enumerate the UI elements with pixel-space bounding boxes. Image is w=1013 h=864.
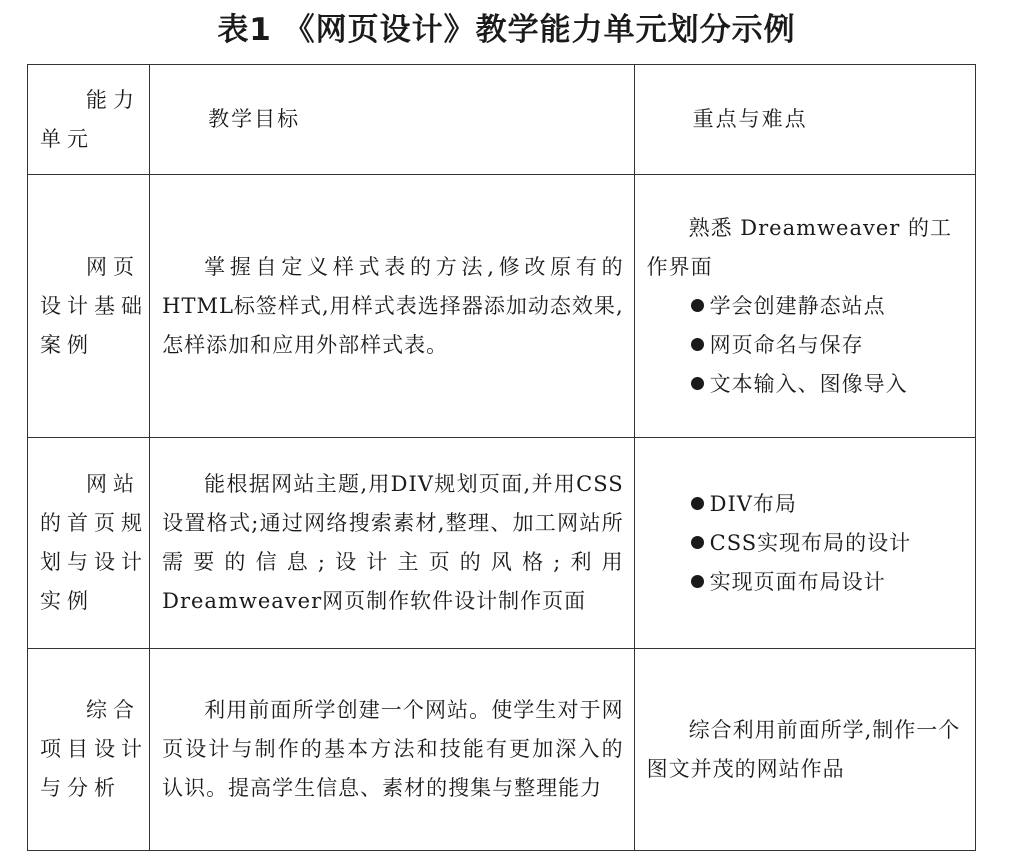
teaching-units-table <box>27 64 976 851</box>
key-item <box>647 287 965 326</box>
bullet-icon <box>691 536 704 549</box>
key-item <box>647 326 965 365</box>
unit-line: 案例 <box>40 332 94 357</box>
key-cell <box>634 175 975 438</box>
key-item-label: 网页命名与保存 <box>709 332 864 357</box>
unit-line: 项目设计 <box>40 737 148 761</box>
unit-line: 与分析 <box>40 776 121 800</box>
unit-cell <box>28 175 150 438</box>
goal-text: 掌握自定义样式表的方法,修改原有的HTML标签样式,用样式表选择器添加动态效果,怎样添加和应用外部样式表。 <box>162 254 624 357</box>
key-item-label: CSS实现布局的设计 <box>709 530 912 555</box>
key-item <box>647 485 965 524</box>
unit-line: 的首页规 <box>40 511 148 535</box>
unit-line: 网站 <box>86 472 140 496</box>
bullet-icon <box>691 299 704 312</box>
table-row <box>28 649 976 851</box>
goal-cell <box>150 175 635 438</box>
unit-line: 划与设计 <box>40 550 148 574</box>
unit-line: 网页 <box>86 254 140 279</box>
header-goal: 教学目标 <box>150 65 635 175</box>
header-key: 重点与难点 <box>634 65 975 175</box>
bullet-icon <box>691 575 704 588</box>
key-item-label: DIV布局 <box>709 491 797 516</box>
unit-cell <box>28 438 150 649</box>
key-item-label: 学会创建静态站点 <box>709 293 886 318</box>
header-unit <box>28 65 150 175</box>
key-intro: 熟悉 Dreamweaver 的工作界面 <box>646 215 952 279</box>
key-item <box>647 365 965 404</box>
key-item <box>647 524 965 563</box>
unit-line: 设计基础 <box>40 293 148 318</box>
goal-cell <box>150 649 635 851</box>
header-unit-line: 单元 <box>40 126 94 151</box>
table-header-row <box>28 65 976 175</box>
unit-line: 综合 <box>86 698 140 722</box>
table-row <box>28 438 976 649</box>
goal-text: 能根据网站主题,用DIV规划页面,并用CSS设置格式;通过网络搜索素材,整理、加工网站所需要的信息;设计主页的风格;利用Dreamweaver网页制作软件设计制作页面 <box>162 472 624 613</box>
goal-text: 利用前面所学创建一个网站。使学生对于网页设计与制作的基本方法和技能有更加深入的认识。提高学生信息、素材的搜集与整理能力 <box>162 698 624 800</box>
table-row <box>28 175 976 438</box>
bullet-icon <box>691 497 704 510</box>
goal-cell <box>150 438 635 649</box>
key-item <box>647 563 965 602</box>
key-intro: 综合利用前面所学,制作一个图文并茂的网站作品 <box>646 717 961 781</box>
key-item-label: 实现页面布局设计 <box>709 569 886 594</box>
bullet-icon <box>691 377 704 390</box>
key-cell <box>634 649 975 851</box>
key-cell <box>634 438 975 649</box>
unit-cell <box>28 649 150 851</box>
bullet-icon <box>691 338 704 351</box>
key-item-label: 文本输入、图像导入 <box>709 371 908 396</box>
header-unit-line: 能力 <box>86 87 140 112</box>
unit-line: 实例 <box>40 589 94 613</box>
table-caption: 表1 《网页设计》教学能力单元划分示例 <box>217 12 796 48</box>
